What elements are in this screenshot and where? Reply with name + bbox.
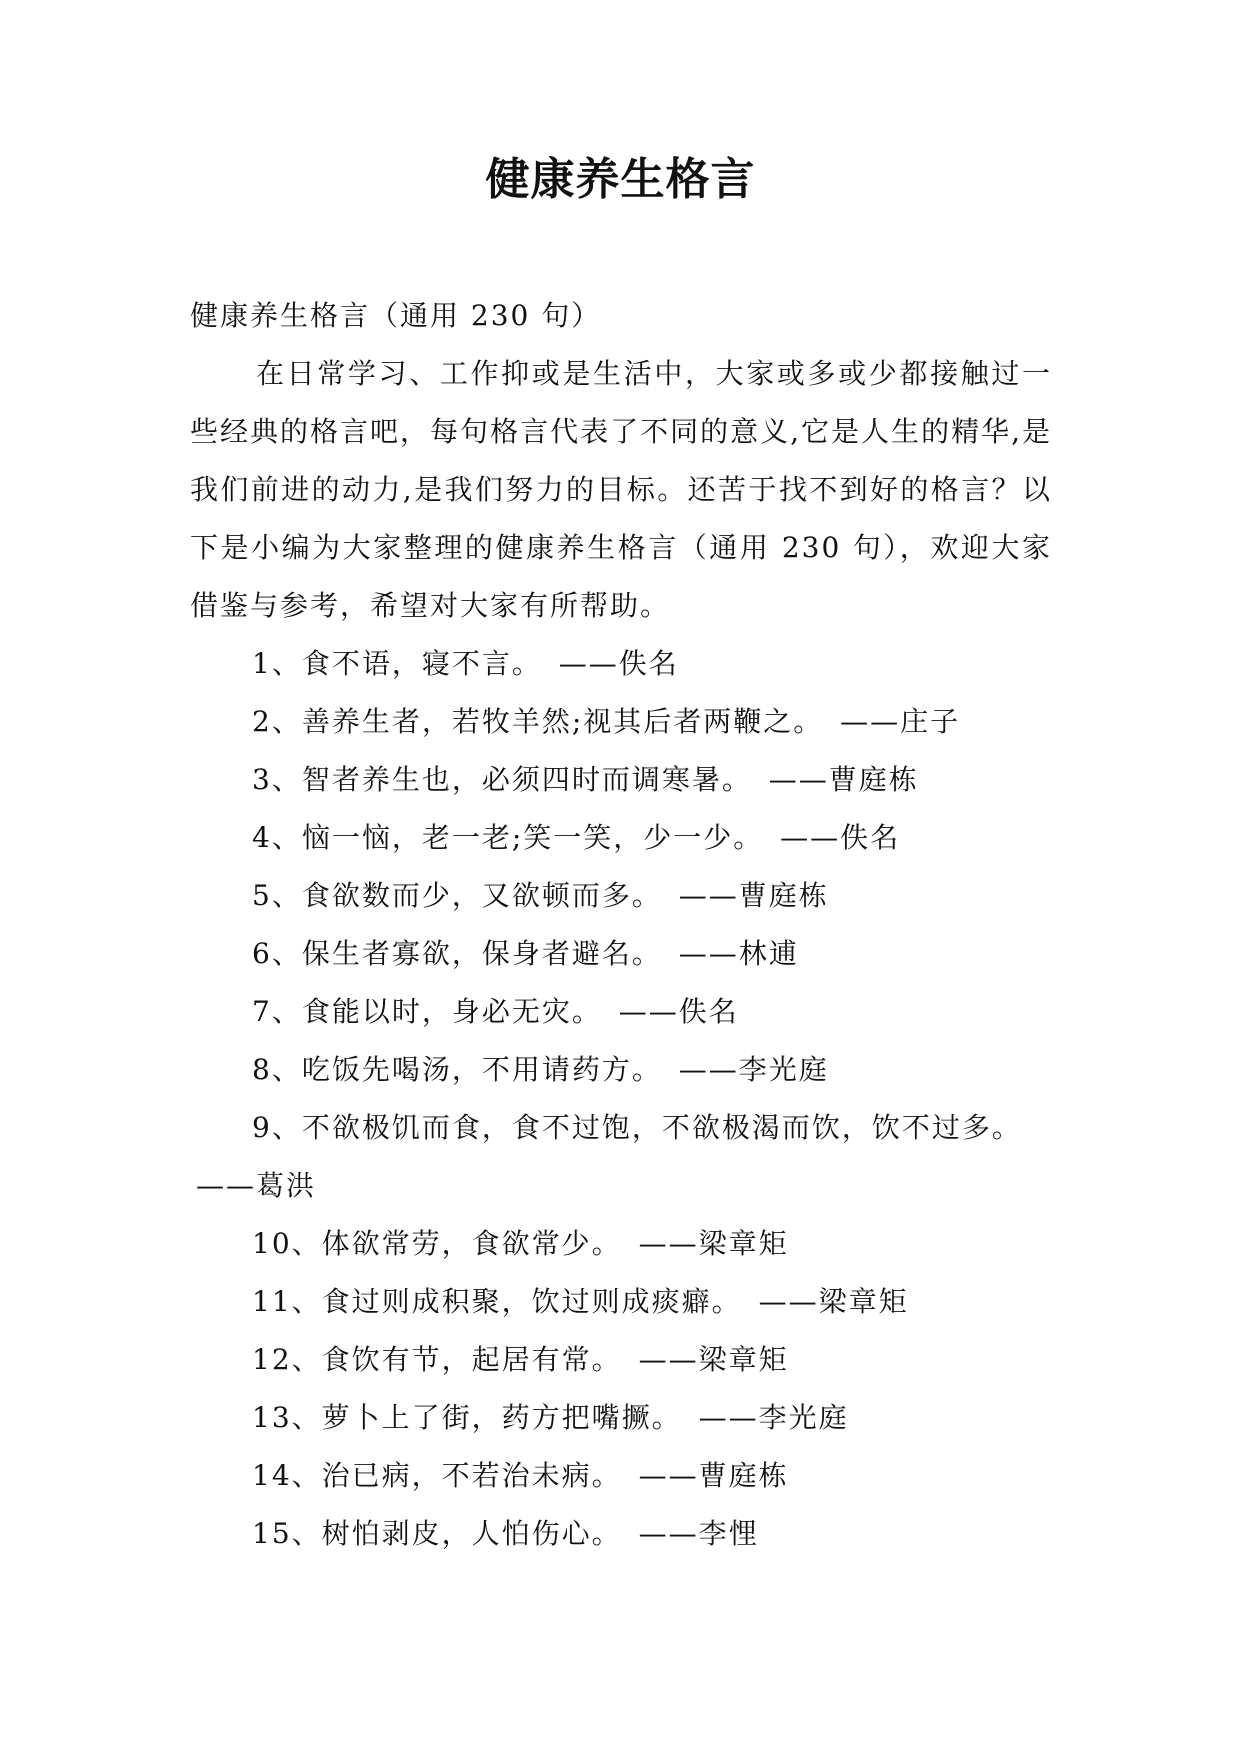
quote-text: 治已病，不若治未病。 [321, 1459, 622, 1492]
quote-number: 11、 [252, 1285, 322, 1318]
quote-author: ——佚名 [618, 995, 739, 1028]
quote-text: 吃饭先喝汤，不用请药方。 [301, 1053, 662, 1086]
quote-author: ——李悝 [638, 1517, 759, 1550]
quote-author: ——李光庭 [698, 1401, 849, 1434]
quote-item [190, 635, 1052, 693]
quote-item [190, 1389, 1052, 1447]
quote-number: 13、 [252, 1401, 322, 1434]
quote-number: 7、 [252, 995, 302, 1028]
quote-number: 15、 [252, 1517, 322, 1550]
quote-item [190, 1273, 1052, 1331]
quote-text: 食能以时，身必无灾。 [301, 995, 602, 1028]
quote-item [190, 925, 1052, 983]
quote-item [190, 1447, 1052, 1505]
quote-item [190, 1099, 1052, 1215]
quote-text: 善养生者，若牧羊然;视其后者两鞭之。 [301, 705, 824, 738]
quote-text: 恼一恼，老一老;笑一笑，少一少。 [301, 821, 764, 854]
quote-number: 3、 [252, 763, 302, 796]
quote-item [190, 867, 1052, 925]
quote-text: 食欲数而少，又欲顿而多。 [301, 879, 662, 912]
quote-item [190, 693, 1052, 751]
quote-number: 4、 [252, 821, 302, 854]
quote-text: 萝卜上了街，药方把嘴撅。 [321, 1401, 682, 1434]
quote-number: 1、 [252, 647, 302, 680]
quote-item [190, 751, 1052, 809]
document-body [190, 287, 1052, 1563]
quote-number: 10、 [252, 1227, 322, 1260]
quote-number: 6、 [252, 937, 302, 970]
quote-item [190, 983, 1052, 1041]
quote-item [190, 1505, 1052, 1563]
quote-text: 树怕剥皮，人怕伤心。 [321, 1517, 622, 1550]
quote-item [190, 809, 1052, 867]
quote-text: 保生者寡欲，保身者避名。 [301, 937, 662, 970]
quote-author: ——曹庭栋 [678, 879, 829, 912]
quote-author: ——林逋 [678, 937, 799, 970]
quote-item [190, 1215, 1052, 1273]
quote-author: ——梁章矩 [638, 1227, 789, 1260]
quote-number: 5、 [252, 879, 302, 912]
quote-author: ——曹庭栋 [638, 1459, 789, 1492]
quote-text: 不欲极饥而食，食不过饱，不欲极渴而饮，饮不过多。 [301, 1111, 1022, 1144]
quote-author: ——李光庭 [678, 1053, 829, 1086]
quote-number: 2、 [252, 705, 302, 738]
quote-author: ——佚名 [780, 821, 901, 854]
quote-number: 9、 [252, 1111, 302, 1144]
quote-number: 12、 [252, 1343, 322, 1376]
quote-author: ——庄子 [840, 705, 961, 738]
quote-author: ——梁章矩 [638, 1343, 789, 1376]
quote-author: ——佚名 [558, 647, 679, 680]
quote-number: 8、 [252, 1053, 302, 1086]
quote-author: ——曹庭栋 [768, 763, 919, 796]
quote-text: 智者养生也，必须四时而调寒暑。 [301, 763, 752, 796]
quote-text: 食不语，寝不言。 [301, 647, 542, 680]
quote-item [190, 1041, 1052, 1099]
quote-number: 14、 [252, 1459, 322, 1492]
quote-item [190, 1331, 1052, 1389]
quote-text: 食过则成积聚，饮过则成痰癖。 [321, 1285, 742, 1318]
quote-text: 食饮有节，起居有常。 [321, 1343, 622, 1376]
quote-author: ——梁章矩 [758, 1285, 909, 1318]
quote-text: 体欲常劳，食欲常少。 [321, 1227, 622, 1260]
intro-paragraph: 在日常学习、工作抑或是生活中，大家或多或少都接触过一些经典的格言吧，每句格言代表了不同的意义,它是人生的精华,是我们前进的动力,是我们努力的目标。还苦于找不到好的格言？以下是小编为大家整理的健康养生格言（通用 230 句），欢迎大家借鉴与参考，希望对大家有所帮助。 [190, 357, 1052, 622]
document-subtitle: 健康养生格言（通用 230 句） [190, 299, 602, 332]
quote-author: ——葛洪 [196, 1169, 317, 1202]
document-title: 健康养生格言 [485, 154, 756, 205]
